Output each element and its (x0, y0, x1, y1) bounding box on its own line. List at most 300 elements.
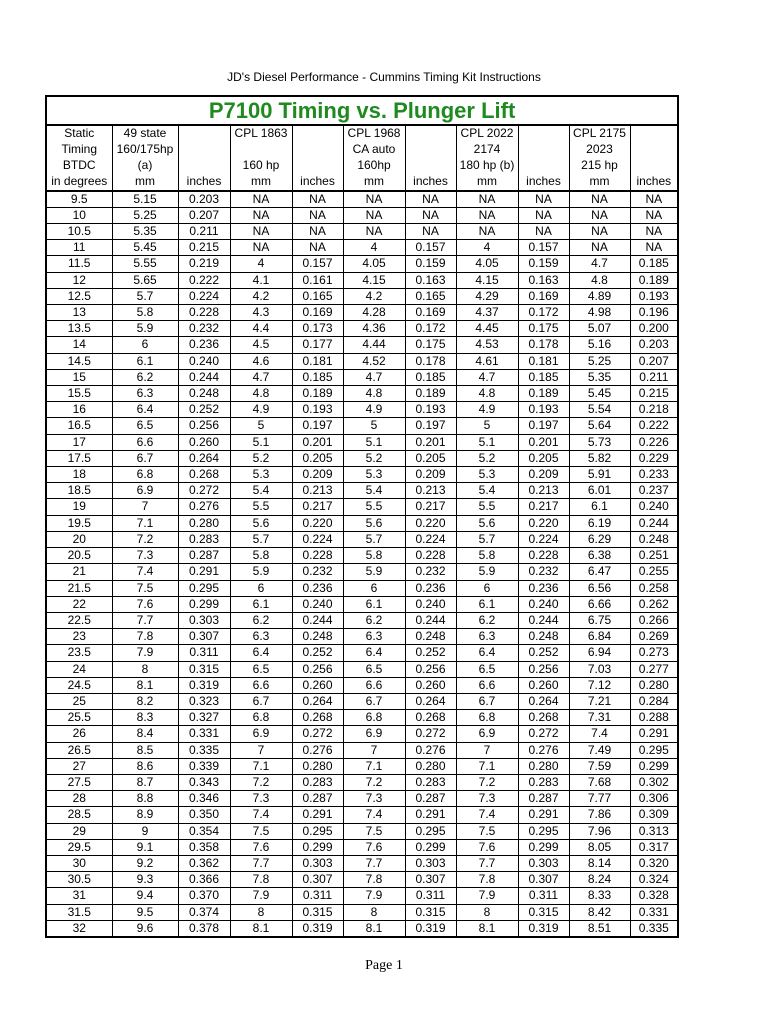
table-cell: 0.161 (292, 272, 343, 288)
table-cell: 4.52 (343, 353, 405, 369)
timing-degrees-cell: 20.5 (46, 548, 112, 564)
table-cell: 0.224 (178, 288, 230, 304)
table-row (46, 791, 678, 807)
table-cell: 6.47 (569, 564, 630, 580)
table-cell: 0.315 (178, 661, 230, 677)
timing-degrees-cell: 14.5 (46, 353, 112, 369)
table-row (46, 272, 678, 288)
table-cell: 5.2 (343, 450, 405, 466)
timing-degrees-cell: 25.5 (46, 710, 112, 726)
table-cell: 0.315 (292, 904, 343, 920)
column-header-row (46, 125, 678, 191)
timing-degrees-cell: 23 (46, 629, 112, 645)
table-cell: 9.2 (112, 855, 178, 871)
table-cell: 8.5 (112, 742, 178, 758)
table-cell: 0.196 (630, 305, 678, 321)
timing-degrees-cell: 24 (46, 661, 112, 677)
table-cell: 0.252 (405, 645, 456, 661)
table-cell: 6.2 (456, 612, 518, 628)
timing-degrees-cell: 13.5 (46, 321, 112, 337)
table-cell: 0.295 (292, 823, 343, 839)
column-header-line: inches (526, 173, 561, 188)
table-row (46, 596, 678, 612)
table-cell: 9.6 (112, 920, 178, 937)
table-cell: 6.4 (343, 645, 405, 661)
table-cell: 6.01 (569, 483, 630, 499)
table-cell: 0.232 (518, 564, 569, 580)
table-cell: 0.319 (518, 920, 569, 937)
table-cell: 6.9 (456, 726, 518, 742)
table-cell: 4.7 (569, 256, 630, 272)
table-row (46, 499, 678, 515)
table-cell: 8.9 (112, 807, 178, 823)
table-title: P7100 Timing vs. Plunger Lift (46, 96, 678, 125)
table-cell: 0.200 (630, 321, 678, 337)
table-cell: 6.6 (230, 677, 292, 693)
timing-degrees-cell: 10.5 (46, 224, 112, 240)
table-cell: 0.295 (178, 580, 230, 596)
table-cell: 6.1 (343, 596, 405, 612)
table-cell: 7.8 (343, 872, 405, 888)
table-cell: 0.205 (292, 450, 343, 466)
table-cell: 0.283 (518, 774, 569, 790)
table-cell: 8.33 (569, 888, 630, 904)
table-cell: 0.339 (178, 758, 230, 774)
table-cell: 0.354 (178, 823, 230, 839)
column-header (230, 125, 292, 191)
column-header-line: inches (300, 173, 335, 188)
table-cell: 4.5 (230, 337, 292, 353)
table-cell: 6.4 (112, 402, 178, 418)
timing-degrees-cell: 23.5 (46, 645, 112, 661)
table-cell: 6.2 (230, 612, 292, 628)
table-cell: 4.9 (343, 402, 405, 418)
table-cell: 0.240 (518, 596, 569, 612)
table-cell: NA (292, 207, 343, 223)
table-cell: 6.4 (230, 645, 292, 661)
table-cell: 0.350 (178, 807, 230, 823)
table-cell: 4.61 (456, 353, 518, 369)
table-cell: 0.299 (405, 839, 456, 855)
table-cell: NA (230, 207, 292, 223)
table-cell: 0.256 (405, 661, 456, 677)
table-cell: NA (630, 207, 678, 223)
table-cell: 6.7 (343, 693, 405, 709)
table-cell: 7.2 (343, 774, 405, 790)
table-cell: 0.236 (178, 337, 230, 353)
table-row (46, 758, 678, 774)
table-cell: 5.3 (343, 467, 405, 483)
table-cell: 0.331 (630, 904, 678, 920)
table-cell: 5.7 (456, 531, 518, 547)
table-cell: 0.287 (292, 791, 343, 807)
table-cell: 4.36 (343, 321, 405, 337)
table-cell: 7.5 (456, 823, 518, 839)
table-cell: 0.299 (630, 758, 678, 774)
table-cell: 0.163 (405, 272, 456, 288)
table-cell: 4.7 (343, 369, 405, 385)
table-cell: 5.82 (569, 450, 630, 466)
table-cell: 4 (230, 256, 292, 272)
table-cell: 5.16 (569, 337, 630, 353)
column-header (46, 125, 112, 191)
timing-degrees-cell: 19.5 (46, 515, 112, 531)
table-cell: 0.185 (630, 256, 678, 272)
timing-degrees-cell: 31 (46, 888, 112, 904)
table-cell: 7.4 (343, 807, 405, 823)
table-cell: 7.96 (569, 823, 630, 839)
table-cell: 4.29 (456, 288, 518, 304)
table-cell: 0.217 (405, 499, 456, 515)
table-cell: 6.75 (569, 612, 630, 628)
table-cell: 5.35 (112, 224, 178, 240)
table-cell: 0.319 (178, 677, 230, 693)
table-cell: 0.215 (178, 240, 230, 256)
table-cell: 0.224 (292, 531, 343, 547)
table-cell: 0.311 (518, 888, 569, 904)
table-cell: 6.8 (343, 710, 405, 726)
column-header (518, 125, 569, 191)
table-cell: 8.3 (112, 710, 178, 726)
table-cell: 0.220 (518, 515, 569, 531)
table-cell: 0.236 (292, 580, 343, 596)
table-cell: 0.264 (405, 693, 456, 709)
timing-degrees-cell: 16.5 (46, 418, 112, 434)
table-cell: 0.335 (178, 742, 230, 758)
table-cell: 0.295 (630, 742, 678, 758)
column-header-line: in degrees (51, 173, 108, 188)
table-cell: 4.7 (456, 369, 518, 385)
table-cell: 8.14 (569, 855, 630, 871)
table-cell: 4.15 (456, 272, 518, 288)
table-cell: 7.6 (112, 596, 178, 612)
table-cell: 0.276 (178, 499, 230, 515)
table-cell: 7.3 (343, 791, 405, 807)
table-cell: 0.209 (518, 467, 569, 483)
table-cell: NA (405, 191, 456, 208)
table-cell: 6.94 (569, 645, 630, 661)
table-cell: NA (292, 240, 343, 256)
table-cell: 7.59 (569, 758, 630, 774)
table-cell: 0.224 (405, 531, 456, 547)
column-header (630, 125, 678, 191)
table-cell: 7 (230, 742, 292, 758)
table-row (46, 337, 678, 353)
table-cell: 5.3 (230, 467, 292, 483)
table-cell: 0.264 (518, 693, 569, 709)
table-row (46, 742, 678, 758)
table-cell: 0.211 (178, 224, 230, 240)
timing-degrees-cell: 21 (46, 564, 112, 580)
table-cell: 0.319 (405, 920, 456, 937)
table-cell: 0.299 (178, 596, 230, 612)
table-cell: 7.8 (230, 872, 292, 888)
table-cell: 0.283 (292, 774, 343, 790)
table-cell: 0.272 (292, 726, 343, 742)
table-cell: 0.215 (630, 386, 678, 402)
table-cell: 8 (456, 904, 518, 920)
column-header-line: mm (251, 173, 271, 188)
table-cell: 5.2 (230, 450, 292, 466)
table-cell: 7.7 (343, 855, 405, 871)
table-cell: 5.1 (343, 434, 405, 450)
timing-degrees-cell: 13 (46, 305, 112, 321)
table-cell: 0.272 (405, 726, 456, 742)
table-cell: NA (405, 224, 456, 240)
table-cell: 7.7 (112, 612, 178, 628)
column-header-line: 160/175hp (116, 141, 174, 156)
table-cell: 0.248 (405, 629, 456, 645)
table-row (46, 564, 678, 580)
table-cell: 6.1 (230, 596, 292, 612)
table-cell: 0.222 (630, 418, 678, 434)
table-cell: 0.317 (630, 839, 678, 855)
table-cell: 4.8 (230, 386, 292, 402)
table-cell: 6.5 (112, 418, 178, 434)
table-cell: 4.2 (343, 288, 405, 304)
table-cell: 0.207 (630, 353, 678, 369)
table-cell: 4.9 (456, 402, 518, 418)
document-header: JD's Diesel Performance - Cummins Timing Kit Instructions (227, 70, 541, 84)
timing-degrees-cell: 30.5 (46, 872, 112, 888)
table-cell: 5.9 (112, 321, 178, 337)
column-header-line: BTDC (62, 157, 96, 172)
table-cell: 0.272 (178, 483, 230, 499)
table-cell: 5.1 (230, 434, 292, 450)
table-cell: 0.280 (178, 515, 230, 531)
table-cell: 0.277 (630, 661, 678, 677)
table-row (46, 434, 678, 450)
table-cell: 0.295 (518, 823, 569, 839)
table-cell: 0.189 (292, 386, 343, 402)
table-cell: 0.252 (178, 402, 230, 418)
table-cell: 6.1 (456, 596, 518, 612)
column-header-line: Static (64, 126, 95, 140)
table-cell: 7.3 (456, 791, 518, 807)
table-cell: 6.9 (343, 726, 405, 742)
table-cell: NA (518, 207, 569, 223)
table-cell: 0.276 (405, 742, 456, 758)
table-cell: 8.7 (112, 774, 178, 790)
table-cell: 5.7 (343, 531, 405, 547)
table-row (46, 920, 678, 937)
table-cell: 6.29 (569, 531, 630, 547)
table-cell: 0.248 (630, 531, 678, 547)
table-cell: 0.205 (518, 450, 569, 466)
table-cell: 7.7 (230, 855, 292, 871)
table-row (46, 224, 678, 240)
table-cell: 4.44 (343, 337, 405, 353)
table-cell: 0.218 (630, 402, 678, 418)
table-cell: 7.8 (456, 872, 518, 888)
table-cell: 5.6 (456, 515, 518, 531)
table-cell: 0.260 (178, 434, 230, 450)
table-cell: 6.1 (112, 353, 178, 369)
table-cell: 8.1 (343, 920, 405, 937)
table-cell: 6.7 (456, 693, 518, 709)
table-cell: 0.197 (518, 418, 569, 434)
column-header (343, 125, 405, 191)
table-cell: 7.31 (569, 710, 630, 726)
table-cell: 7.49 (569, 742, 630, 758)
table-row (46, 645, 678, 661)
table-cell: 0.327 (178, 710, 230, 726)
table-cell: 0.291 (292, 807, 343, 823)
table-cell: 0.299 (292, 839, 343, 855)
table-cell: 0.209 (405, 467, 456, 483)
column-header-line: CPL 2022 (460, 126, 514, 140)
table-cell: 5.9 (343, 564, 405, 580)
timing-degrees-cell: 11.5 (46, 256, 112, 272)
table-cell: 0.248 (292, 629, 343, 645)
table-cell: 0.157 (292, 256, 343, 272)
table-cell: 0.346 (178, 791, 230, 807)
table-cell: 0.288 (630, 710, 678, 726)
table-cell: 0.260 (292, 677, 343, 693)
table-cell: 6.8 (230, 710, 292, 726)
table-cell: 7.3 (112, 548, 178, 564)
table-cell: 5.55 (112, 256, 178, 272)
table-cell: 0.311 (178, 645, 230, 661)
table-row (46, 256, 678, 272)
table-cell: 7.1 (456, 758, 518, 774)
table-cell: 6.3 (230, 629, 292, 645)
table-cell: 5.25 (112, 207, 178, 223)
table-cell: 0.178 (518, 337, 569, 353)
table-cell: 7.6 (230, 839, 292, 855)
table-cell: NA (230, 240, 292, 256)
table-cell: 0.181 (292, 353, 343, 369)
table-cell: 7.5 (112, 580, 178, 596)
table-cell: 0.251 (630, 548, 678, 564)
column-header-line: (a) (137, 157, 153, 172)
table-cell: 0.220 (292, 515, 343, 531)
table-cell: 5.91 (569, 467, 630, 483)
table-row (46, 807, 678, 823)
column-header-line: CPL 1863 (234, 126, 288, 140)
table-cell: 0.205 (405, 450, 456, 466)
table-cell: 0.291 (405, 807, 456, 823)
table-cell: NA (230, 191, 292, 208)
table-row (46, 353, 678, 369)
timing-degrees-cell: 14 (46, 337, 112, 353)
table-cell: 4.6 (230, 353, 292, 369)
table-cell: 0.193 (630, 288, 678, 304)
table-cell: 6.56 (569, 580, 630, 596)
table-cell: 5.3 (456, 467, 518, 483)
table-cell: 0.165 (292, 288, 343, 304)
table-row (46, 629, 678, 645)
table-cell: 0.244 (178, 369, 230, 385)
timing-degrees-cell: 28.5 (46, 807, 112, 823)
table-cell: 5.5 (456, 499, 518, 515)
table-row (46, 710, 678, 726)
table-cell: 6 (456, 580, 518, 596)
table-row (46, 467, 678, 483)
table-cell: 0.303 (405, 855, 456, 871)
timing-degrees-cell: 21.5 (46, 580, 112, 596)
table-cell: 0.268 (292, 710, 343, 726)
table-cell: NA (518, 191, 569, 208)
table-cell: 0.303 (518, 855, 569, 871)
table-cell: 5.5 (343, 499, 405, 515)
table-cell: 0.157 (518, 240, 569, 256)
column-header-line: mm (589, 173, 610, 188)
column-header-line: 2023 (586, 141, 613, 156)
table-cell: 0.252 (518, 645, 569, 661)
table-cell: NA (343, 207, 405, 223)
table-cell: 5.7 (112, 288, 178, 304)
table-cell: 5.73 (569, 434, 630, 450)
column-header (569, 125, 630, 191)
table-cell: 0.284 (630, 693, 678, 709)
column-header-line: CPL 1968 (347, 126, 401, 140)
table-cell: 8.4 (112, 726, 178, 742)
table-cell: 0.319 (292, 920, 343, 937)
column-header-line: inches (186, 173, 222, 188)
table-cell: 5 (230, 418, 292, 434)
table-cell: 7.68 (569, 774, 630, 790)
table-cell: 0.213 (405, 483, 456, 499)
table-cell: 0.307 (518, 872, 569, 888)
table-cell: 0.256 (178, 418, 230, 434)
timing-degrees-cell: 17.5 (46, 450, 112, 466)
table-cell: 5.6 (343, 515, 405, 531)
table-cell: 0.228 (518, 548, 569, 564)
column-header-line: mm (364, 173, 384, 188)
column-header (292, 125, 343, 191)
table-cell: 4.89 (569, 288, 630, 304)
table-cell: 6.5 (343, 661, 405, 677)
table-cell: 5.9 (456, 564, 518, 580)
table-cell: 0.228 (405, 548, 456, 564)
table-cell: 0.280 (518, 758, 569, 774)
table-cell: 0.276 (292, 742, 343, 758)
table-cell: 8 (112, 661, 178, 677)
table-cell: 0.331 (178, 726, 230, 742)
table-cell: 0.224 (518, 531, 569, 547)
table-row (46, 369, 678, 385)
table-cell: 0.295 (405, 823, 456, 839)
table-cell: 6.84 (569, 629, 630, 645)
table-cell: 0.220 (405, 515, 456, 531)
table-cell: 0.203 (178, 191, 230, 208)
table-row (46, 661, 678, 677)
table-cell: 4.3 (230, 305, 292, 321)
table-cell: 0.303 (178, 612, 230, 628)
table-cell: 0.272 (518, 726, 569, 742)
table-cell: 5.45 (569, 386, 630, 402)
table-cell: 5.8 (230, 548, 292, 564)
table-row (46, 726, 678, 742)
table-cell: 9.4 (112, 888, 178, 904)
table-cell: 6 (112, 337, 178, 353)
table-cell: NA (569, 191, 630, 208)
table-cell: 8.1 (112, 677, 178, 693)
table-cell: 6.38 (569, 548, 630, 564)
table-cell: 0.260 (405, 677, 456, 693)
table-cell: 6.9 (230, 726, 292, 742)
column-header (405, 125, 456, 191)
table-cell: 0.283 (405, 774, 456, 790)
timing-degrees-cell: 28 (46, 791, 112, 807)
table-row (46, 693, 678, 709)
table-cell: 7.21 (569, 693, 630, 709)
column-header-line: mm (477, 173, 497, 188)
table-cell: 0.193 (292, 402, 343, 418)
table-cell: 0.244 (518, 612, 569, 628)
table-cell: 4.2 (230, 288, 292, 304)
